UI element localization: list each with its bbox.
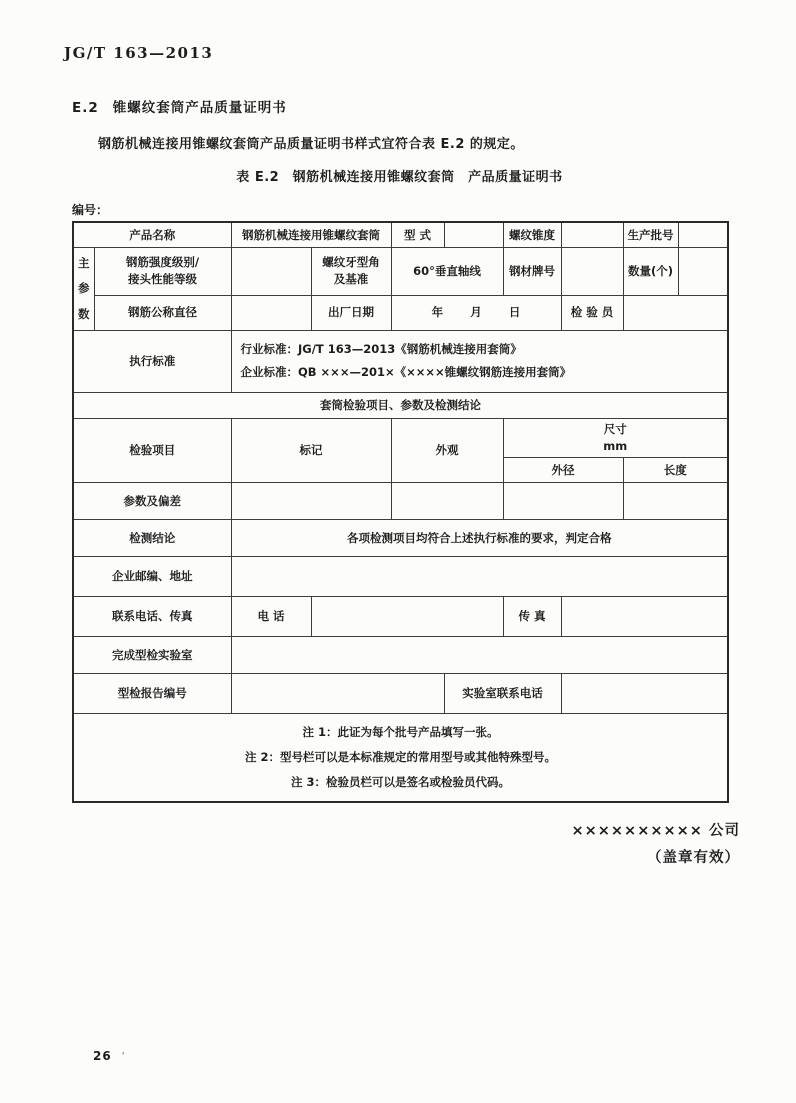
production-date-label: 出厂日期 [311, 295, 391, 330]
table-row [73, 483, 728, 520]
section-number: E.2 [72, 100, 99, 116]
type-test-report-value-cell [231, 674, 444, 714]
thread-angle-line1: 螺纹牙型角 [322, 254, 380, 269]
fax-value-cell [561, 597, 728, 637]
executive-standard-value [231, 330, 728, 392]
mark-label: 标记 [231, 418, 391, 483]
size-label: 尺寸 [603, 421, 627, 436]
thread-angle-value: 60°垂直轴线 [391, 247, 503, 295]
quantity-label: 数量(个) [623, 247, 678, 295]
note-1: 注 1：此证为每个批号产品填写一张。 [302, 725, 499, 740]
table-row [73, 674, 728, 714]
inspector-label: 检 验 员 [561, 295, 623, 330]
stub-char: 参 [78, 281, 90, 296]
type-test-report-label: 型检报告编号 [73, 674, 231, 714]
type-test-lab-label: 完成型检实验室 [73, 637, 231, 674]
steel-grade-value-cell [561, 247, 623, 295]
table-row [73, 714, 728, 802]
table-row [73, 418, 728, 458]
type-value-cell [444, 222, 503, 247]
test-conclusion-value: 各项检测项目均符合上述执行标准的要求，判定合格 [231, 520, 728, 557]
company-signature-block [571, 818, 740, 872]
phone-value-cell [311, 597, 503, 637]
table-row [73, 557, 728, 597]
inspection-section-title: 套筒检验项目、参数及检测结论 [73, 392, 728, 418]
standard-code-header: JG/T 163—2013 [64, 44, 214, 62]
table-row [73, 637, 728, 674]
note-2: 注 2：型号栏可以是本标准规定的常用型号或其他特殊型号。 [244, 749, 556, 764]
length-label: 长度 [623, 458, 728, 483]
table-row [73, 222, 728, 247]
company-address-value-cell [231, 557, 728, 597]
size-header [503, 418, 728, 458]
batch-number-label: 生产批号 [623, 222, 678, 247]
outer-diameter-label: 外径 [503, 458, 623, 483]
appearance-label: 外观 [391, 418, 503, 483]
strength-grade-label [94, 247, 231, 295]
date-year-label: 年 [431, 305, 444, 320]
table-caption: 表 E.2 钢筋机械连接用锥螺纹套筒 产品质量证明书 [236, 170, 563, 185]
thread-angle-line2: 及基准 [333, 272, 369, 286]
quantity-value-cell [678, 247, 728, 295]
fax-label: 传 真 [503, 597, 561, 637]
outer-diameter-value-cell [503, 483, 623, 520]
phone-label: 电 话 [231, 597, 311, 637]
seal-validity-note: （盖章有效） [647, 849, 740, 866]
date-month-label: 月 [470, 305, 482, 320]
table-row [73, 330, 728, 392]
company-address-label: 企业邮编、地址 [73, 557, 231, 597]
company-name: ×××××××××× 公司 [571, 823, 740, 839]
inspection-item-label: 检验项目 [73, 418, 231, 483]
table-row [73, 520, 728, 557]
executive-standard-label: 执行标准 [73, 330, 231, 392]
test-conclusion-label: 检测结论 [73, 520, 231, 557]
appearance-value-cell [391, 483, 503, 520]
strength-grade-line2: 接头性能等级 [128, 272, 197, 286]
parameter-deviation-label: 参数及偏差 [73, 483, 231, 520]
serial-number-label: 编号： [72, 203, 109, 217]
thread-angle-label [311, 247, 391, 295]
stub-char: 主 [78, 256, 90, 271]
strength-grade-line1: 钢筋强度级别/ [125, 254, 200, 269]
table-row [73, 392, 728, 418]
type-label: 型 式 [391, 222, 444, 247]
mark-value-cell [231, 483, 391, 520]
quality-certificate-table [72, 221, 729, 803]
inspector-value-cell [623, 295, 728, 330]
length-value-cell [623, 483, 728, 520]
date-day-label: 日 [508, 305, 521, 320]
stub-char: 数 [78, 306, 90, 321]
page-number-value: 26 [93, 1049, 112, 1063]
batch-number-value-cell [678, 222, 728, 247]
thread-taper-label: 螺纹锥度 [503, 222, 561, 247]
intro-paragraph: 钢筋机械连接用锥螺纹套筒产品质量证明书样式宜符合表 E.2 的规定。 [98, 137, 524, 152]
thread-taper-value-cell [561, 222, 623, 247]
enterprise-standard-line: 企业标准：QB ×××—201×《××××锥螺纹钢筋连接用套筒》 [240, 365, 572, 379]
note-3: 注 3：检验员栏可以是签名或检验员代码。 [290, 774, 510, 789]
product-name-label: 产品名称 [73, 222, 231, 247]
contact-label: 联系电话、传真 [73, 597, 231, 637]
product-name-value: 钢筋机械连接用锥螺纹套筒 [231, 222, 391, 247]
main-parameters-stub [73, 247, 94, 330]
type-test-lab-value-cell [231, 637, 728, 674]
strength-grade-value-cell [231, 247, 311, 295]
rebar-diameter-value-cell [231, 295, 311, 330]
section-title: 锥螺纹套筒产品质量证明书 [112, 100, 287, 116]
production-date-value [391, 295, 561, 330]
table-row [73, 247, 728, 295]
notes-cell [73, 714, 728, 802]
steel-grade-label: 钢材牌号 [503, 247, 561, 295]
size-unit: mm [603, 438, 628, 453]
lab-phone-value-cell [561, 674, 728, 714]
table-row [73, 597, 728, 637]
rebar-diameter-label: 钢筋公称直径 [94, 295, 231, 330]
section-heading [72, 96, 287, 116]
table-row [73, 295, 728, 330]
lab-phone-label: 实验室联系电话 [444, 674, 561, 714]
stray-pen-mark: ʹ [121, 1052, 126, 1063]
page-number [93, 1049, 126, 1063]
industry-standard-line: 行业标准：JG/T 163—2013《钢筋机械连接用套筒》 [240, 342, 522, 356]
